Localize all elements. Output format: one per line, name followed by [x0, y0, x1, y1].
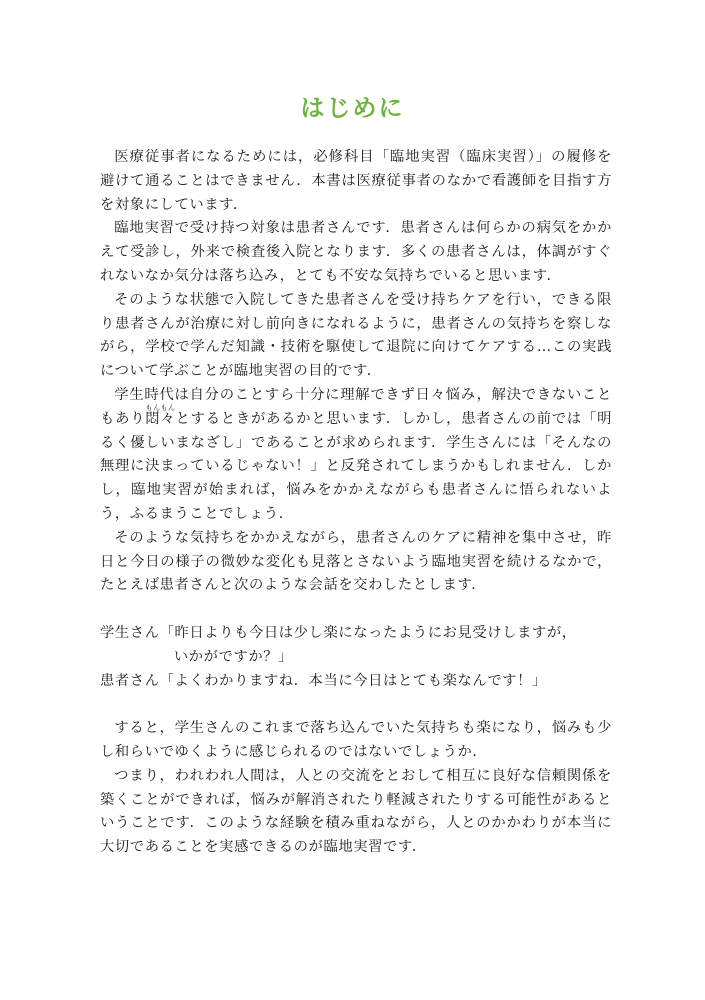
ruby-monmon	[145, 403, 176, 427]
page-title: はじめに	[300, 94, 405, 122]
patient-speaker: 患者さん	[100, 672, 160, 689]
dialogue-patient	[100, 670, 612, 694]
dialogue-student	[100, 622, 612, 670]
paragraph-1: 医療従事者になるためには，必修科目「臨地実習（臨床実習）」の履修を避けて通ることはできません．本書は医療従事者のなかで看護師を目指す方を対象にしています．	[100, 149, 612, 213]
student-line-1: 「昨日よりも今日は少し楽になったようにお見受けしますが，	[159, 624, 577, 641]
paragraph-3: そのような状態で入院してきた患者さんを受け持ちケアを行い，できる限り患者さんが治療に対し前向きになれるように，患者さんの気持ちを察しながら，学校で学んだ知識・技術を駆使して退院に向けてケアする…この実践について学ぶことが臨地実習の目的です．	[100, 291, 612, 380]
student-speaker: 学生さん	[100, 624, 160, 641]
student-speech	[160, 622, 612, 670]
paragraph-4-after: とするときがあるかと思います．しかし，患者さんの前では「明るく優しいまなざし」であることが求められます．学生さんには「そんなの無理に決まっているじゃない！」と反発されてしまうかもしれません．しかし，臨地実習が始まれば，悩みをかかえながらも患者さんに悟られないよう，ふるまうことでしょう．	[100, 410, 612, 522]
paragraph-6: すると，学生さんのこれまで落ち込んでいた気持ちも楽になり，悩みも少し和らいでゆくように感じられるのではないでしょうか．	[100, 720, 612, 760]
student-line-2: いかがですか？」	[173, 648, 294, 665]
ruby-reading: もんもん	[145, 403, 176, 412]
ruby-base: 悶々	[145, 410, 176, 427]
body-text	[100, 146, 612, 860]
patient-speech: 「よくわかりますね．本当に今日はとても楽なんです！」	[159, 672, 547, 689]
paragraph-4	[100, 384, 612, 527]
paragraph-2: 臨地実習で受け持つ対象は患者さんです．患者さんは何らかの病気をかかえて受診し，外来で検査後入院となります．多くの患者さんは，体調がすぐれないなか気分は落ち込み，とても不安な気持ちでいると思います．	[100, 220, 612, 284]
dialogue	[100, 622, 612, 693]
paragraph-7: つまり，われわれ人間は，人との交流をとおして相互に良好な信頼関係を築くことができれば，悩みが解消されたり軽減されたりする可能性があるということです．このような経験を積み重ねながら，人とのかかわりが本当に大切であることを実感できるのが臨地実習です．	[100, 767, 612, 856]
paragraph-5: そのような気持ちをかかえながら，患者さんのケアに精神を集中させ，昨日と今日の様子の微妙な変化も見落とさないよう臨地実習を続けるなかで，たとえば患者さんと次のような会話を交わしたとします．	[100, 529, 612, 594]
paragraph-4-before: 学生時代は自分のことすら十分に理解できず日々悩み，解決できないこともあり	[100, 386, 612, 427]
